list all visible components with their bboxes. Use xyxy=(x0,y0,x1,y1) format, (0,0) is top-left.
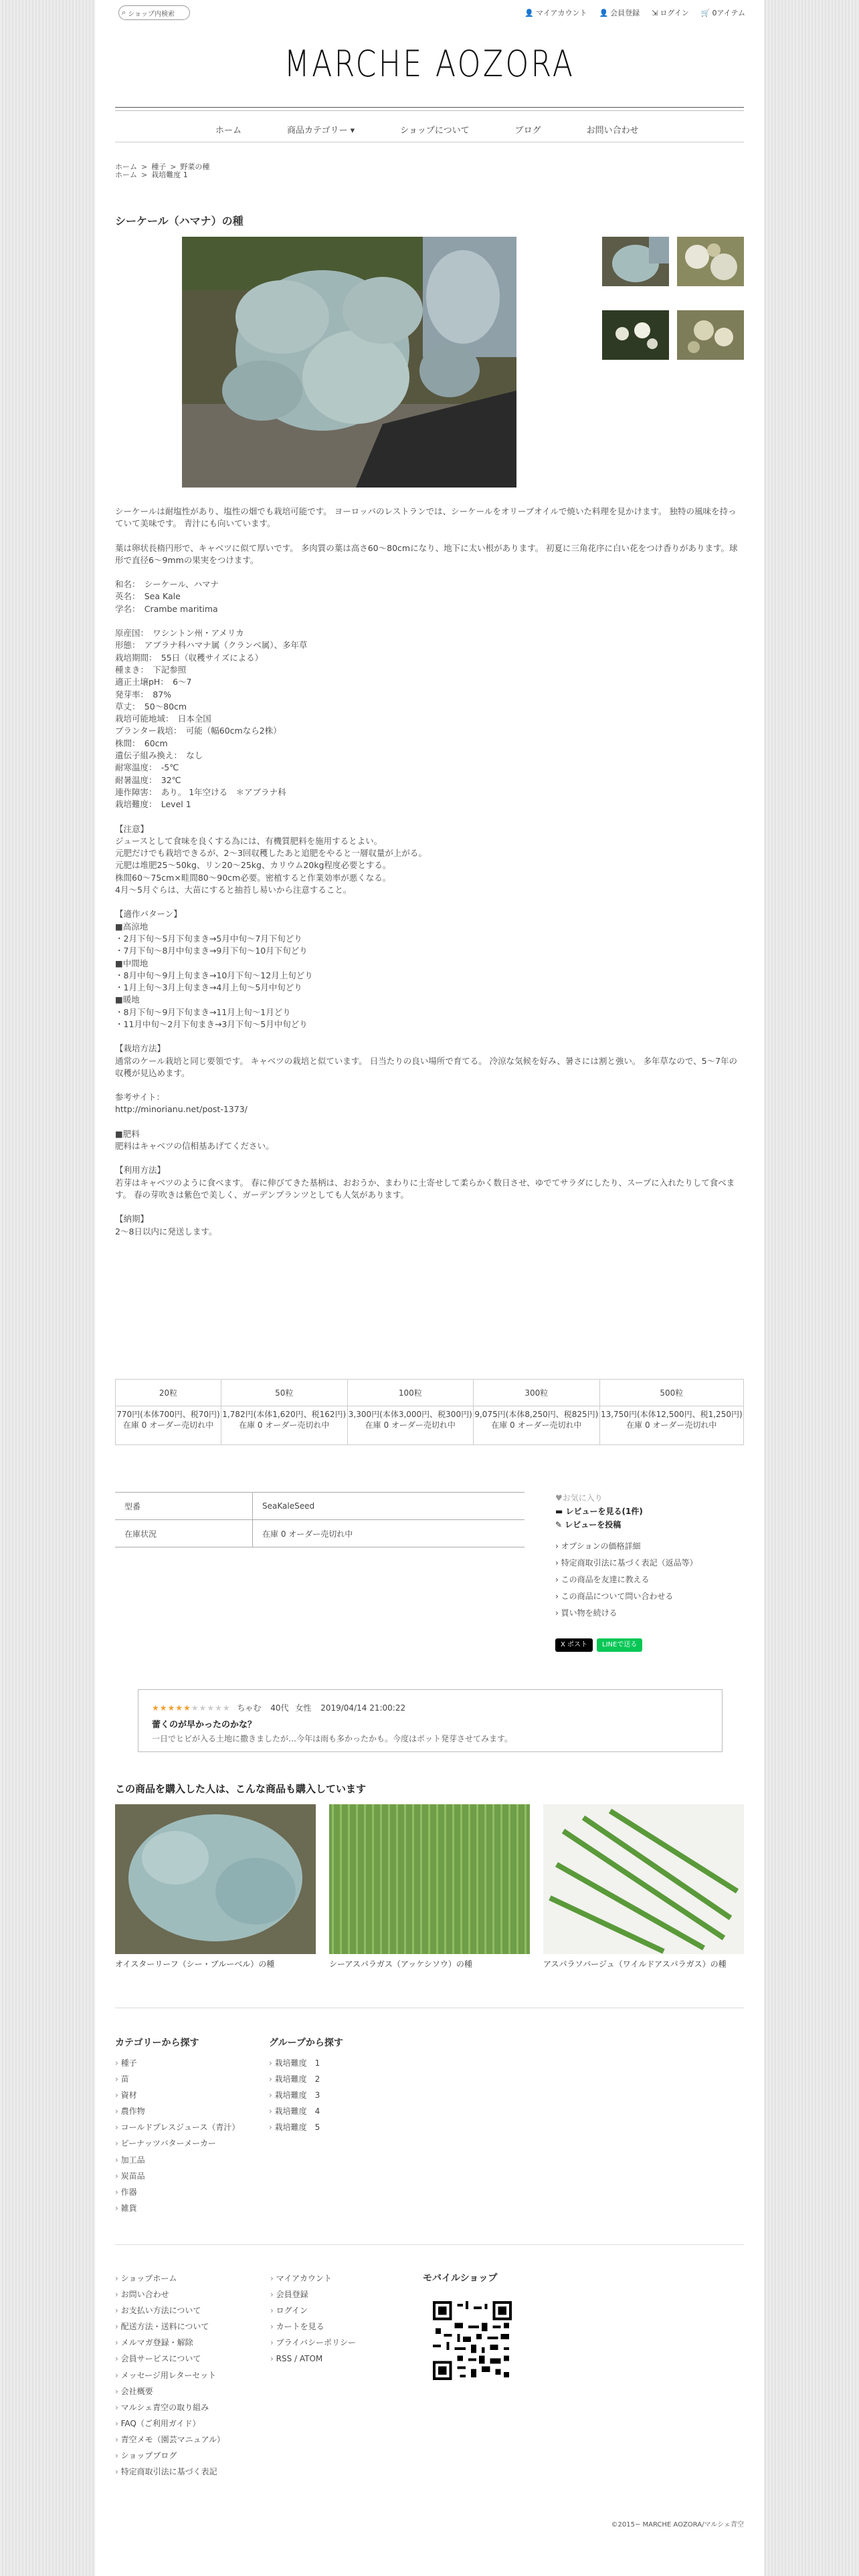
top-bar xyxy=(95,0,764,27)
product-main-image[interactable] xyxy=(182,237,516,488)
wild-asparagus-photo xyxy=(543,1804,744,1954)
nav-categories[interactable]: 商品カテゴリー ▾ xyxy=(287,125,355,136)
stock-value: 在庫 0 オーダー売切れ中 xyxy=(626,1420,717,1430)
site-logo[interactable]: MARCHE AOZORA xyxy=(284,43,575,85)
side-link[interactable]: › 買い物を続ける xyxy=(555,1608,617,1618)
footer-link[interactable]: › ショップブログ xyxy=(115,2448,225,2464)
side-link[interactable]: › この商品について問い合わせる xyxy=(555,1592,674,1601)
group-link[interactable]: › 栽培難度 4 xyxy=(269,2103,320,2119)
also-bought-name: アスパラソバージュ（ワイルドアスパラガス）の種 xyxy=(543,1959,727,1969)
favorite-button[interactable]: ♥お気に入り xyxy=(555,1493,603,1503)
product-side-panel xyxy=(555,1491,698,1622)
category-link[interactable]: › 作器 xyxy=(115,2184,240,2200)
also-bought-item[interactable] xyxy=(543,1804,744,1969)
side-links xyxy=(555,1538,698,1622)
comment-icon: ▬ xyxy=(555,1507,566,1516)
breadcrumb-link[interactable]: 野菜の種 xyxy=(180,163,210,171)
review-card xyxy=(138,1689,723,1752)
desc-paragraph: 【納期】 2〜8日以内に発送します。 xyxy=(115,1214,217,1237)
also-bought-image xyxy=(543,1804,744,1954)
product-thumbnail[interactable] xyxy=(602,237,669,286)
price-cell xyxy=(116,1406,221,1445)
stock-value: 在庫 0 オーダー売切れ中 xyxy=(491,1420,582,1430)
review-text: 一日でヒビが入る土地に撒きましたが…今年は雨も多かったかも。今度はポット発芽させてみます。 xyxy=(152,1734,513,1743)
price-value: 13,750円(本体12,500円、税1,250円) xyxy=(600,1410,743,1419)
category-link[interactable]: › 苗 xyxy=(115,2071,240,2087)
spec-value: 在庫 0 オーダー売切れ中 xyxy=(253,1520,525,1547)
spec-key: 型番 xyxy=(115,1493,253,1520)
product-thumbnail[interactable] xyxy=(677,310,744,360)
login-icon: ⇲ xyxy=(652,9,658,17)
category-link[interactable]: › 農作物 xyxy=(115,2103,240,2119)
desc-paragraph: 【栽培方法】 通常のケール栽培と同じ要領です。 キャベツの栽培と似ています。 日当たりの良い場所で育てる。 冷涼な気候を好み、暑さには割と強い。 多年草なので、5〜7年の収穫が見込めます。 xyxy=(115,1043,738,1078)
category-link[interactable]: › ピーナッツバターメーカー xyxy=(115,2135,240,2151)
share-buttons xyxy=(555,1638,642,1652)
footer-links-col2 xyxy=(270,2270,356,2367)
review-title: 蕾くのが早かったのかな？ xyxy=(152,1720,257,1730)
price-header: 500粒 xyxy=(599,1380,743,1406)
search-input[interactable] xyxy=(118,5,190,20)
breadcrumb-link[interactable]: 種子 xyxy=(151,163,167,171)
desc-paragraph: シーケールは耐塩性があり、塩性の畑でも栽培可能です。 ヨーロッパのレストランでは、シーケールをオリーブオイルで焼いた料理を見かけます。 独特の風味を持っていて美味です。 青汁にも向いています。 xyxy=(115,506,737,529)
also-bought-item[interactable] xyxy=(115,1804,316,1969)
thumbnail-image xyxy=(677,237,744,286)
account-links xyxy=(524,7,745,18)
breadcrumb-link[interactable]: 栽培難度 1 xyxy=(151,171,188,179)
review-meta xyxy=(152,1702,722,1713)
oyster-leaf-photo xyxy=(115,1804,316,1954)
heart-icon: ♥ xyxy=(555,1493,563,1503)
footer-link[interactable]: › 会員サービスについて xyxy=(115,2351,225,2367)
price-header: 50粒 xyxy=(221,1380,347,1406)
desc-paragraph: ■肥料 肥料はキャベツの信相基あげてください。 xyxy=(115,1128,274,1152)
footer-link[interactable]: › お問い合わせ xyxy=(115,2286,225,2302)
section-divider xyxy=(115,2244,744,2245)
footer-link[interactable]: › マルシェ青空の取り組み xyxy=(115,2399,225,2416)
group-link[interactable]: › 栽培難度 5 xyxy=(269,2119,320,2135)
search-icon: ⌕ xyxy=(122,8,126,17)
sea-asparagus-photo xyxy=(329,1804,530,1954)
footer-link[interactable]: › 特定商取引法に基づく表記 xyxy=(115,2464,225,2480)
group-list xyxy=(269,2055,320,2135)
footer-link[interactable]: › 配送方法・送料について xyxy=(115,2319,225,2335)
group-link[interactable]: › 栽培難度 3 xyxy=(269,2087,320,2103)
also-bought-image xyxy=(115,1804,316,1954)
also-bought-name: オイスターリーフ（シー・ブルーベル）の種 xyxy=(115,1959,275,1969)
stock-value: 在庫 0 オーダー売切れ中 xyxy=(365,1420,456,1430)
footer-link[interactable]: › 会社概要 xyxy=(115,2383,225,2399)
side-link[interactable]: › オプションの価格詳細 xyxy=(555,1541,641,1551)
qr-code-image xyxy=(433,2301,512,2380)
pencil-icon: ✎ xyxy=(555,1520,565,1529)
side-link[interactable]: › この商品を友達に教える xyxy=(555,1575,650,1584)
price-cell xyxy=(221,1406,347,1445)
also-bought-item[interactable] xyxy=(329,1804,530,1969)
breadcrumb: ホーム > 種子 > 野菜の種 ホーム > 栽培難度 1 xyxy=(115,163,210,179)
register-icon: 👤 xyxy=(599,9,609,17)
spec-key: 在庫状況 xyxy=(115,1520,253,1547)
desc-paragraph: 【適作パターン】 ■高涼地 ・2月下旬〜5月下旬まき→5月中旬〜7月下旬どり ・7月下旬〜8月中旬まき→9月下旬〜10月下旬どり ■中間地 ・8月中旬〜9月上旬まき→10月下旬〜12月上旬どり ・1月上旬〜3月上旬まき→4月上旬〜5月中旬どり ■暖地 ・8月下旬〜9月下旬まき→11月上旬〜1月どり ・11月中旬〜2月下旬まき→3月下旬〜5月中旬どり xyxy=(115,909,313,1029)
price-header: 100粒 xyxy=(347,1380,474,1406)
page-container xyxy=(95,0,764,2576)
breadcrumb-link[interactable]: ホーム xyxy=(115,163,137,171)
price-header: 20粒 xyxy=(116,1380,221,1406)
stock-value: 在庫 0 オーダー売切れ中 xyxy=(122,1420,214,1430)
sea-kale-photo xyxy=(182,237,516,488)
also-bought-name: シーアスパラガス（アッケシソウ）の種 xyxy=(329,1959,472,1969)
footer-link[interactable]: › ショップホーム xyxy=(115,2270,225,2286)
copyright: ©2015~ MARCHE AOZORA/マルシェ青空 xyxy=(611,2521,744,2529)
spec-value: SeaKaleSeed xyxy=(253,1493,525,1520)
table-row xyxy=(116,1406,744,1445)
desc-paragraph: 【注意】 ジュースとして食味を良くする為には、有機質肥料を施用するとよい。 元肥だけでも栽培できるが、2〜3回収穫したあと追肥をやると一層収量が上がる。 元肥は堆肥25〜50kg、リン20〜25kg、カリウム20kg程度必要とする。 株間60〜75cm×畦間80〜90cm必要。密植すると作業効率が悪くなる。 4月〜5月ぐらは、大苗にすると抽苔し易いから注意すること。 xyxy=(115,823,427,895)
nav-about[interactable]: ショップについて xyxy=(400,125,470,136)
category-link[interactable]: › 雑貨 xyxy=(115,2200,240,2216)
price-value: 9,075円(本体8,250円、税825円) xyxy=(474,1410,599,1419)
search-placeholder: ショップ内検索 xyxy=(128,10,175,18)
review-age: 40代 xyxy=(270,1703,289,1713)
desc-paragraph: 【利用方法】 若芽はキャベツのように食べます。 春に伸びてきた基柄は、おおうか、まわりに土寄せして柔らかく数日させ、ゆでてサラダにしたり、スープに入れたりして食べます。 春の芽吹きは紫色で美しく、ガーデンプランツとしても人気があります。 xyxy=(115,1165,735,1200)
table-row xyxy=(115,1520,524,1547)
product-description xyxy=(115,506,744,1238)
footer-link[interactable]: › お支払い方法について xyxy=(115,2302,225,2319)
view-reviews-link[interactable]: ▬ レビューを見る(1件) xyxy=(555,1507,643,1516)
price-value: 3,300円(本体3,000円、税300円) xyxy=(348,1410,472,1419)
price-cell xyxy=(347,1406,474,1445)
my-account-link[interactable]: 👤 マイアカウント xyxy=(524,9,587,17)
price-table xyxy=(115,1379,744,1445)
thumbnail-image xyxy=(602,237,669,286)
spec-table xyxy=(115,1492,524,1547)
user-icon: 👤 xyxy=(524,9,535,17)
nav-divider xyxy=(115,107,744,108)
review-author: ちゃむ xyxy=(237,1703,262,1713)
desc-paragraph: 原産国： ワシントン州・アメリカ 形態： アブラナ科ハマナ属（クランベ属）、多年草 栽培期間： 55日（収穫サイズによる） 種まき： 下記参照 適正土壌pH： 6〜7 発芽率： 87% 草丈： 50〜80cm 栽培可能地域： 日本全国 プランター栽培： 可能（幅60cmなら2株） 株間： 60cm 遺伝子組み換え： なし 耐寒温度： -5℃ 耐暑温度： 32℃ 連作障害： あり。 1年空ける ＊アブラナ科 栽培難度： Level 1 xyxy=(115,628,308,810)
main-nav xyxy=(115,117,744,141)
post-review-link[interactable]: ✎ レビューを投稿 xyxy=(555,1520,622,1529)
thumbnail-image xyxy=(602,310,669,360)
table-row xyxy=(115,1493,524,1520)
nav-contact[interactable]: お問い合わせ xyxy=(586,125,639,136)
footer-link[interactable]: › RSS / ATOM xyxy=(270,2351,356,2367)
footer-link[interactable]: › 会員登録 xyxy=(270,2286,356,2302)
footer-link[interactable]: › カートを見る xyxy=(270,2319,356,2335)
price-cell xyxy=(474,1406,600,1445)
line-share-button[interactable]: LINEで送る xyxy=(597,1638,642,1652)
review-gender: 女性 xyxy=(295,1703,312,1713)
category-link[interactable]: › 資材 xyxy=(115,2087,240,2103)
also-bought-image xyxy=(329,1804,530,1954)
footer-link[interactable]: › ログイン xyxy=(270,2302,356,2319)
price-cell xyxy=(599,1406,743,1445)
group-title: グループから探す xyxy=(269,2038,343,2048)
group-link[interactable]: › 栽培難度 2 xyxy=(269,2071,320,2087)
product-thumbnail[interactable] xyxy=(602,310,669,360)
stock-value: 在庫 0 オーダー売切れ中 xyxy=(239,1420,330,1430)
desc-paragraph: 和名： シーケール、ハマナ 英名： Sea Kale 学名： Crambe maritima xyxy=(115,579,219,614)
side-link[interactable]: › 特定商取引法に基づく表記（返品等） xyxy=(555,1558,698,1568)
footer-link[interactable]: › 青空メモ（園芸マニュアル） xyxy=(115,2432,225,2448)
qr-code xyxy=(433,2301,512,2380)
footer-link[interactable]: › マイアカウント xyxy=(270,2270,356,2286)
price-value: 770円(本体700円、税70円) xyxy=(116,1410,220,1419)
footer-link[interactable]: › プライバシーポリシー xyxy=(270,2335,356,2351)
category-link[interactable]: › 炭苗品 xyxy=(115,2168,240,2184)
also-bought-title: この商品を購入した人は、こんな商品も購入しています xyxy=(115,1783,367,1795)
table-row xyxy=(116,1380,744,1406)
category-list xyxy=(115,2055,240,2216)
footer-link[interactable]: › メッセージ用レターセット xyxy=(115,2367,225,2383)
review-date: 2019/04/14 21:00:22 xyxy=(320,1703,406,1713)
rating-stars: ★★★★★★★★★★ xyxy=(152,1703,231,1713)
price-value: 1,782円(本体1,620円、税162円) xyxy=(222,1410,347,1419)
category-title: カテゴリーから探す xyxy=(115,2038,199,2048)
price-header: 300粒 xyxy=(474,1380,600,1406)
register-link[interactable]: 👤 会員登録 xyxy=(599,9,640,17)
footer-link[interactable]: › FAQ（ご利用ガイド） xyxy=(115,2416,225,2432)
product-title: シーケール（ハマナ）の種 xyxy=(115,215,244,227)
product-thumbnail[interactable] xyxy=(677,237,744,286)
footer-links-col1 xyxy=(115,2270,225,2480)
desc-paragraph: 葉は卵状長楕円形で、キャベツに似て厚いです。 多肉質の葉は高さ60〜80cmになり、地下に太い根があります。 初夏に三角花序に白い花をつけ香りがあります。球形で直径6〜9mmの果実をつけます。 xyxy=(115,542,738,565)
nav-home[interactable]: ホーム xyxy=(215,125,242,136)
footer-link[interactable]: › メルマガ登録・解除 xyxy=(115,2335,225,2351)
cart-link[interactable]: 🛒 0アイテム xyxy=(700,9,745,17)
cart-icon: 🛒 xyxy=(700,9,710,17)
nav-divider xyxy=(115,110,744,111)
mobile-shop-title: モバイルショップ xyxy=(423,2273,498,2284)
x-post-button[interactable]: X ポスト xyxy=(555,1638,593,1652)
desc-paragraph: 参考サイト： http://minorianu.net/post-1373/ xyxy=(115,1092,248,1115)
login-link[interactable]: ⇲ ログイン xyxy=(652,9,689,17)
breadcrumb-link[interactable]: ホーム xyxy=(115,171,137,179)
category-link[interactable]: › 種子 xyxy=(115,2055,240,2071)
group-link[interactable]: › 栽培難度 1 xyxy=(269,2055,320,2071)
thumbnail-image xyxy=(677,310,744,360)
category-link[interactable]: › コールドプレスジュース（青汁） xyxy=(115,2119,240,2135)
category-link[interactable]: › 加工品 xyxy=(115,2152,240,2168)
nav-blog[interactable]: ブログ xyxy=(514,125,541,136)
